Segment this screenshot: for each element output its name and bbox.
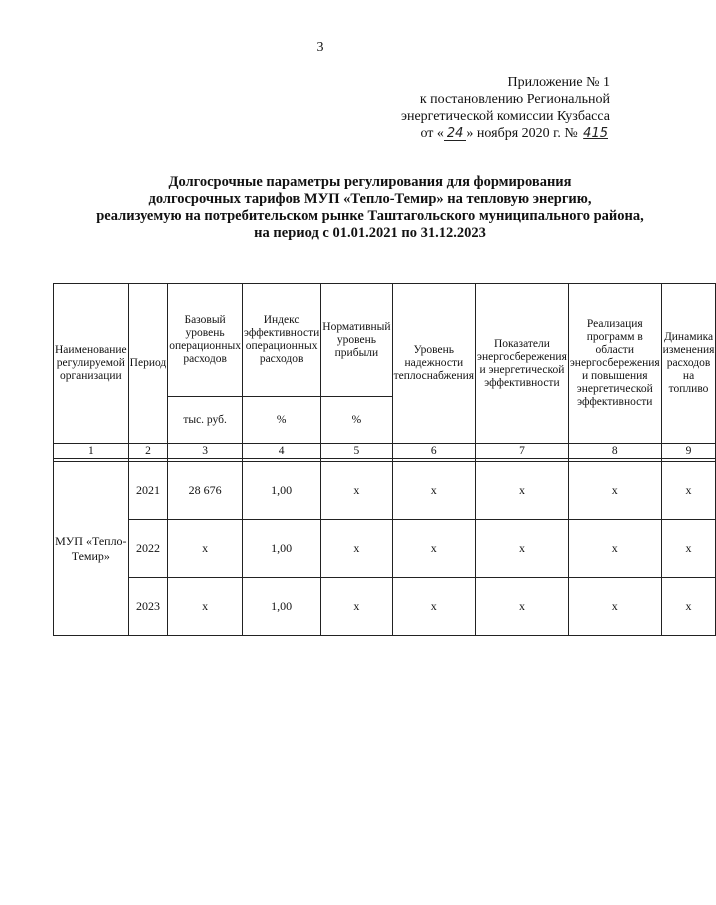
profit-cell: х (321, 462, 392, 520)
fuel-cell: х (661, 578, 716, 636)
header-row (54, 284, 716, 397)
header-efficiency-index: Индекс эффективности операционных расходов (242, 284, 320, 397)
title-line-3: реализуемую на потребительском рынке Таштагольского муниципального района, (96, 208, 644, 224)
date-prefix: от « (420, 126, 444, 141)
column-number: 4 (242, 444, 320, 459)
column-number: 5 (321, 444, 392, 459)
appendix-reference: к постановлению Региональной (419, 92, 610, 107)
unit-profit-level: % (321, 397, 392, 444)
indicators-cell: х (476, 520, 569, 578)
column-number: 1 (54, 444, 129, 459)
profit-cell: х (321, 520, 392, 578)
reliability-cell: х (392, 578, 475, 636)
header-period: Период (128, 284, 168, 444)
column-numbers-row (54, 444, 716, 459)
index-cell: 1,00 (242, 578, 320, 636)
indicators-cell: х (476, 462, 569, 520)
column-number: 6 (392, 444, 475, 459)
header-energy-programs: Реализация программ в области энергосбережения и повышения энергетической эффективности (568, 284, 661, 444)
base-opex-cell: 28 676 (168, 462, 243, 520)
programs-cell: х (568, 462, 661, 520)
header-organization: Наименование регулируемой организации (54, 284, 129, 444)
page-number: 3 (316, 40, 324, 55)
index-cell: 1,00 (242, 520, 320, 578)
title-line-1: Долгосрочные параметры регулирования для формирования (168, 174, 572, 190)
header-profit-level: Нормативный уровень прибыли (321, 284, 392, 397)
unit-base-opex: тыс. руб. (168, 397, 243, 444)
title-line-4: на период с 01.01.2021 по 31.12.2023 (254, 225, 486, 241)
column-number: 8 (568, 444, 661, 459)
appendix-date-line (401, 125, 610, 142)
programs-cell: х (568, 520, 661, 578)
period-cell: 2023 (128, 578, 168, 636)
organization-name: МУП «Тепло-Темир» (54, 462, 129, 636)
table-row (54, 578, 716, 636)
header-base-opex: Базовый уровень операционных расходов (168, 284, 243, 397)
reliability-cell: х (392, 520, 475, 578)
document-title (40, 174, 700, 242)
column-number: 9 (661, 444, 716, 459)
table-row (54, 520, 716, 578)
profit-cell: х (321, 578, 392, 636)
parameters-table (53, 283, 716, 636)
indicators-cell: х (476, 578, 569, 636)
column-number: 3 (168, 444, 243, 459)
reliability-cell: х (392, 462, 475, 520)
title-line-2: долгосрочных тарифов МУП «Тепло-Темир» на тепловую энергию, (148, 191, 592, 207)
handwritten-date-day: 24 (444, 128, 467, 141)
index-cell: 1,00 (242, 462, 320, 520)
header-reliability: Уровень надежности теплоснабжения (392, 284, 475, 444)
fuel-cell: х (661, 520, 716, 578)
appendix-authority: энергетической комиссии Кузбасса (400, 109, 610, 124)
appendix-block (401, 74, 610, 142)
base-opex-cell: х (168, 578, 243, 636)
handwritten-document-number: 415 (583, 126, 608, 141)
period-cell: 2022 (128, 520, 168, 578)
base-opex-cell: х (168, 520, 243, 578)
header-fuel-dynamics: Динамика изменения расходов на топливо (661, 284, 716, 444)
header-energy-indicators: Показатели энергосбережения и энергетической эффективности (476, 284, 569, 444)
unit-efficiency-index: % (242, 397, 320, 444)
table-row (54, 462, 716, 520)
column-number: 7 (476, 444, 569, 459)
fuel-cell: х (661, 462, 716, 520)
column-number: 2 (128, 444, 168, 459)
programs-cell: х (568, 578, 661, 636)
appendix-title: Приложение № 1 (507, 75, 610, 90)
date-suffix: » ноября 2020 г. № (466, 126, 578, 141)
period-cell: 2021 (128, 462, 168, 520)
